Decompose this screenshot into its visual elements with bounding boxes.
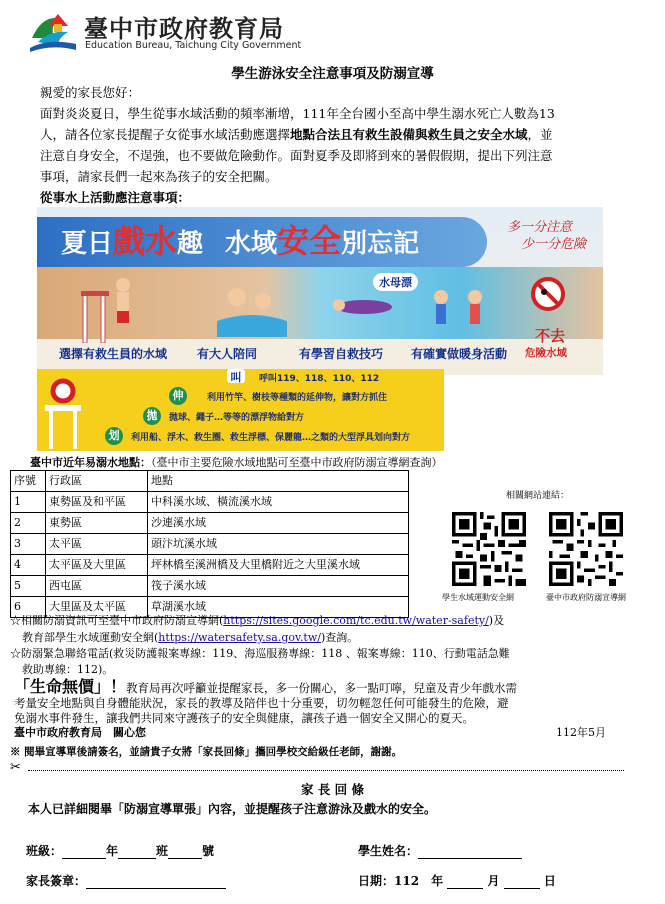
link-moe-watersafety[interactable]: https://watersafety.sa.gov.tw/ — [158, 631, 321, 644]
qr-code-icon[interactable] — [549, 512, 623, 586]
rescue-extend-key: 伸 — [169, 387, 187, 405]
rescue-row: 利用船、浮木、救生圈、救生浮標、保麗龍…之類的大型浮具划向對方 — [131, 433, 411, 443]
date-field: 日期：112 年 月 日 — [358, 874, 556, 888]
reply-slip-title: 家 長 回 條 — [300, 782, 365, 797]
table-row: 3 太平區 頭汴坑溪水域 — [11, 534, 409, 555]
org-name-en: Education Bureau, Taichung City Government — [85, 40, 302, 51]
poster-handwritten-note: 多一分注意 少一分危險 — [507, 220, 587, 252]
table-row: 5 西屯區 筏子溪水域 — [11, 576, 409, 597]
note-resources: ☆相關防溺資訊可至臺中市政府防溺宣導網(https://sites.google.com/tc.edu.tw/water-safety/)及 教育部學生水域運動安全網(https://watersafety.sa.gov.tw/)查詢。 — [10, 614, 505, 644]
rescue-illustration — [39, 377, 93, 449]
note-emergency: ☆防溺緊急聯絡電話(救災防護報案專線：119、海巡服務專線：118 、報案專線：110、行動電話急難 救助專線：112)。 — [10, 647, 510, 676]
rescue-call: 呼叫119、118、110、112 — [259, 374, 380, 384]
intro-line: 事項，請家長們一起來為孩子的安全把關。 — [40, 169, 278, 184]
intro-line: 人，請各位家長提醒子女從事水域活動應選擇地點合法且有救生設備與救生員之安全水域，並 — [40, 127, 553, 142]
qr-heading: 相關網站連結： — [506, 491, 570, 501]
qr-code-icon[interactable] — [452, 512, 526, 586]
class-field: 班級： 年 班 號 — [26, 844, 215, 858]
intro-line: 面對炎炎夏日，學生從事水域活動的頻率漸增，111年全台國小至高中學生溺水死亡人數為13 — [40, 106, 555, 121]
issue-date: 112年5月 — [556, 726, 606, 739]
signature: 臺中市政府教育局 關心您 — [14, 726, 146, 739]
scissors-icon: ✂ — [10, 760, 21, 775]
swimming-kids-illustration — [217, 281, 287, 337]
tip-adult: 有大人陪同 — [197, 347, 258, 361]
floating-swimmer-illustration — [329, 293, 399, 323]
rescue-extend: 利用竹竿、樹枝等種類的延伸物，讓對方抓住 — [207, 393, 388, 403]
grade-input[interactable] — [62, 845, 106, 859]
day-input[interactable] — [504, 875, 540, 889]
table-row: 1 東勢區及和平區 中科溪水域、橫流溪水域 — [11, 492, 409, 513]
jellyfish-float-label: 水母漂 — [373, 273, 418, 291]
closing-paragraph: 「生命無價」！教育局再次呼籲並提醒家長，多一份關心，多一點叮嚀，兒童及青少年戲水需 考量安全地點與自身體能狀況，家長的教導及陪伴也十分重要，切勿輕忽任何可能發生的危險，避 免溺水事件發生，讓我們共同來守護孩子的安全與健康，讓孩子過一個安全又開心的夏天。 — [14, 677, 518, 725]
qr-label: 臺中市政府防溺宣導網 — [546, 593, 626, 602]
return-instruction: ※ 閱畢宣導單後請簽名，並請貴子女將「家長回條」攜回學校交給級任老師，謝謝。 — [10, 746, 403, 758]
table-row: 2 東勢區 沙連溪水域 — [11, 513, 409, 534]
link-water-safety-site[interactable]: https://sites.google.com/tc.edu.tw/water-safety/ — [223, 614, 489, 627]
table-header-row: 序號 行政區 地點 — [11, 471, 409, 492]
safe-water-emphasis: 地點合法且有救生設備與救生員之安全水域 — [290, 127, 528, 142]
reply-slip-statement: 本人已詳細閱畢「防溺宣導單張」內容，並提醒孩子注意游泳及戲水的安全。 — [28, 802, 437, 816]
tip-warmup: 有確實做暖身活動 — [411, 347, 508, 361]
rescue-throw-key: 拋 — [143, 407, 161, 425]
org-name-cn: 臺中市政府教育局 — [84, 14, 284, 43]
rescue-throw: 拋球、繩子…等等的漂浮物給對方 — [169, 413, 305, 423]
intro-paragraph — [40, 103, 650, 187]
page-title: 學生游泳安全注意事項及防溺宣導 — [231, 66, 434, 82]
greeting: 親愛的家長您好： — [40, 85, 141, 100]
intro-line: 注意自身安全，不逞強，也不要做危險動作。面對夏季及即將到來的暑假假期，提出下列注意 — [40, 148, 553, 163]
no-swimming-sign-icon — [531, 277, 565, 311]
warmup-kids-illustration — [427, 287, 497, 337]
danger-label: 不去 — [535, 327, 566, 345]
rescue-row-key: 划 — [105, 427, 123, 445]
rescue-strip — [37, 369, 444, 451]
lifeguard-illustration — [77, 273, 137, 343]
logo — [28, 8, 80, 54]
rescue-call-key: 叫 — [227, 369, 245, 383]
slogan: 「生命無價」！ — [14, 677, 127, 696]
student-name-field: 學生姓名： — [358, 842, 522, 859]
water-activity-heading: 從事水上活動應注意事項： — [40, 190, 191, 205]
spots-heading: 臺中市近年易溺水地點：（臺中市主要危險水域地點可至臺中市政府防溺宣導網查詢） — [30, 456, 443, 469]
parent-signature-input[interactable] — [86, 875, 226, 889]
table-row: 6 大里區及太平區 草湖溪水域 — [11, 597, 409, 618]
safety-poster — [37, 207, 603, 375]
drowning-spots-table — [10, 470, 409, 618]
qr-label: 學生水域運動安全網 — [442, 593, 514, 602]
poster-title: 夏日戲水趣 水域安全別忘記 — [61, 222, 420, 260]
student-name-input[interactable] — [418, 845, 522, 859]
parent-signature-field: 家長簽章： — [26, 872, 226, 889]
tip-self-rescue: 有學習自救技巧 — [299, 347, 384, 361]
month-input[interactable] — [447, 875, 483, 889]
cut-line — [28, 770, 624, 771]
education-bureau-emblem-icon — [28, 8, 80, 54]
danger-sublabel: 危險水域 — [525, 347, 567, 359]
table-row: 4 太平區及大里區 坪林橋至溪洲橋及大里橋附近之大里溪水域 — [11, 555, 409, 576]
tip-lifeguard: 選擇有救生員的水域 — [59, 347, 168, 361]
seat-number-input[interactable] — [168, 845, 202, 859]
class-input[interactable] — [118, 845, 156, 859]
